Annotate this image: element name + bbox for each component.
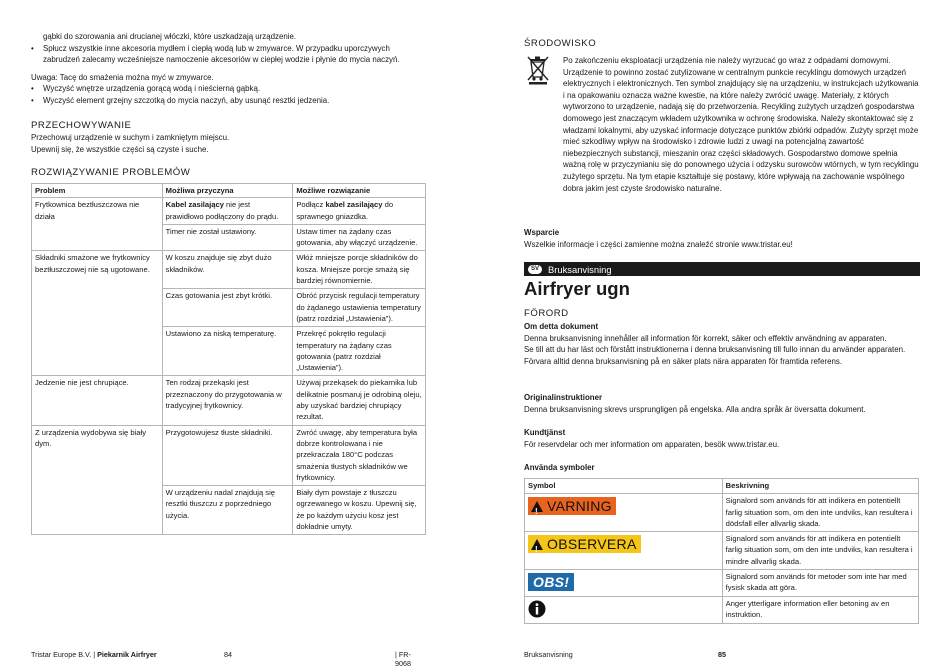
footer-product: Piekarnik Airfryer <box>97 650 157 659</box>
service-heading: Kundtjänst <box>524 428 566 437</box>
right-footer-label: Bruksanvisning <box>524 650 573 659</box>
service-text: För reservdelar och mer information om apparaten, besök www.tristar.eu. <box>524 439 780 449</box>
foreword-heading: FÖRORD <box>524 308 569 319</box>
about-line-2: Se till att du har läst och förstått instruktionerna i denna bruksanvisning till fullo innan du använder apparaten. <box>524 345 906 355</box>
storage-line-1: Przechowuj urządzenie w suchym i zamkniętym miejscu. <box>31 133 230 142</box>
table-row <box>32 376 426 425</box>
symbols-table <box>524 478 919 624</box>
problem-cell: Jedzenie nie jest chrupiące. <box>32 376 163 425</box>
weee-bin-icon <box>526 55 552 87</box>
cause-cell: Przygotowujesz tłuste składniki. <box>162 425 293 485</box>
cleaning-list <box>31 43 426 66</box>
support-heading: Wsparcie <box>524 228 560 237</box>
table-row <box>32 425 426 485</box>
header-cause: Możliwa przyczyna <box>162 184 293 198</box>
left-footer <box>31 650 157 659</box>
description-cell: Signalord som används för att indikera en potentiellt farlig situation som, om den inte undviks, kan resultera i dödsfall eller allvarlig skada. <box>722 494 918 532</box>
solution-cell: Włóż mniejsze porcje składników do kosza. Mniejsze porcje smażą się bardziej równomiernie. <box>293 251 426 289</box>
table-row <box>525 532 919 570</box>
right-page <box>524 0 920 661</box>
solution-cell: Ustaw timer na żądany czas gotowania, aby włączyć urządzenie. <box>293 224 426 251</box>
solution-cell: Przekręć pokrętło regulacji temperatury na żądany czas gotowania (patrz rozdział „Ustawienia”). <box>293 327 426 376</box>
footer-company: Tristar Europe B.V. <box>31 650 92 659</box>
note-list <box>31 83 426 106</box>
cleaning-text: gąbki do szorowania ani drucianej włóczki, które uszkadzają urządzenie. <box>43 32 297 41</box>
note-bullet-2: • Wyczyść element grzejny szczotką do mycia naczyń, aby usunąć resztki jedzenia. <box>31 95 426 107</box>
about-line-3: Förvara alltid denna bruksanvisning på en säker plats nära apparaten för framtida referens. <box>524 356 842 366</box>
cleaning-bullet: • Spłucz wszystkie inne akcesoria mydłem i ciepłą wodą lub w zmywarce. W przypadku uporczywych zabrudzeń zalecamy wcześniejsze namoczenie akcesoriów w ciepłej wodzie i płynie do mycia naczyń. <box>31 43 426 66</box>
symbol-cell <box>525 570 723 597</box>
about-line-1: Denna bruksanvisning innehåller all information för korrekt, säker och effektiv användning av apparaten. <box>524 333 887 343</box>
table-row <box>525 494 919 532</box>
language-bar <box>524 262 920 276</box>
document-title: Airfryer ugn <box>524 278 630 299</box>
footer-separator: | <box>93 650 96 659</box>
right-page-number: 85 <box>718 650 726 659</box>
notice-sign: OBS! <box>528 573 574 591</box>
table-row <box>525 570 919 597</box>
cause-cell: Ustawiono za niską temperaturę. <box>162 327 293 376</box>
symbols-heading: Använda symboler <box>524 463 595 472</box>
description-cell: Signalord som används för metoder som inte har med fysisk skada att göra. <box>722 570 918 597</box>
info-icon <box>528 600 546 621</box>
environment-text: Po zakończeniu eksploatacji urządzenia nie należy wyrzucać go wraz z odpadami domowymi. Urządzenie to powinno zostać zutylizowane w centralnym punkcie recyklingu domowych urządzeń elektrycznych i elektronicznych. Ten symbol znajdujący się na urządzeniu, w instrukcjach użytkowania i na opakowaniu oznacza ważne kwestie, na które należy zwrócić uwagę. Materiały, z których wytworzono to urządzenie, nadają się do przetworzenia. Recykling zużytych urządzeń gospodarstwa domowego jest znaczącym wkładem użytkownika w ochronę środowiska. Należy skontaktować się z władzami lokalnymi, aby uzyskać informacje dotyczące punktów zbiórki odpadów. Zużyty sprzęt może mieć szkodliwy wpływ na środowisko i zdrowie ludzi z uwagi na potencjalną zawartość niebezpiecznych substancji, mieszanin oraz części składowych. Gospodarstwo domowe spełnia ważną rolę w przyczynianiu się do ponownego użycia i odzysku surowców wtórnych, w tym recyklingu zużytego sprzętu. Na tym etapie kształtuje się postawy, które wpływają na zachowanie wspólnego dobra jakim jest czyste środowisko naturalne. <box>563 56 919 193</box>
solution-cell: Zwróć uwagę, aby temperatura była dobrze kontrolowana i nie przekraczała 180°C podczas smażenia tłustych składników we frytkownicy. <box>293 425 426 485</box>
cause-cell: W urządzeniu nadal znajdują się resztki tłuszczu z poprzedniego użycia. <box>162 486 293 535</box>
solution-cell: Obróć przycisk regulacji temperatury do żądanego ustawienia temperatury (patrz rozdział „Ustawienia”). <box>293 289 426 327</box>
description-cell: Signalord som används för att indikera en potentiellt farlig situation som, om den inte undviks, kan resultera i mindre allvarlig skada. <box>722 532 918 570</box>
warning-triangle-icon: ! <box>531 501 543 512</box>
caution-sign: ! OBSERVERA <box>528 535 641 553</box>
solution-cell: Podłącz kabel zasilający do sprawnego gniazdka. <box>293 198 426 225</box>
solution-cell: Używaj przekąsek do piekarnika lub delikatnie posmaruj je odrobiną oleju, aby uzyskać bardziej chrupiący rezultat. <box>293 376 426 425</box>
table-header-row <box>32 184 426 198</box>
storage-heading: PRZECHOWYWANIE <box>31 120 132 131</box>
original-text: Denna bruksanvisning skrevs ursprungligen på engelska. Alla andra språk är översatta dokument. <box>524 404 866 414</box>
table-row <box>32 198 426 225</box>
note-bullet-1: • Wyczyść wnętrze urządzenia gorącą wodą i nieścierną gąbką. <box>31 83 426 95</box>
left-page-number: 84 <box>224 650 232 659</box>
note-text: Uwaga: Tacę do smażenia można myć w zmywarce. <box>31 72 214 82</box>
storage-line-2: Upewnij się, że wszystkie części są czyste i suche. <box>31 144 209 154</box>
problem-cell: Składniki smażone we frytkownicy beztłuszczowej nie są ugotowane. <box>32 251 163 376</box>
symbol-cell <box>525 532 723 570</box>
description-cell: Anger ytterligare information eller betoning av en instruktion. <box>722 596 918 623</box>
language-label: Bruksanvisning <box>548 263 612 275</box>
language-badge: SV <box>528 265 542 274</box>
caution-triangle-icon: ! <box>531 539 543 550</box>
header-solution: Możliwe rozwiązanie <box>293 184 426 198</box>
problem-cell: Frytkownica beztłuszczowa nie działa <box>32 198 163 251</box>
symbol-cell <box>525 596 723 623</box>
cause-cell: Kabel zasilający nie jest prawidłowo podłączony do prądu. <box>162 198 293 225</box>
original-heading: Originalinstruktioner <box>524 393 603 402</box>
footer-model: | FR-9068 <box>395 650 411 668</box>
troubleshooting-heading: ROZWIĄZYWANIE PROBLEMÓW <box>31 167 191 178</box>
cause-cell: Ten rodzaj przekąski jest przeznaczony do przygotowania w tradycyjnej frytkownicy. <box>162 376 293 425</box>
problem-cell: Z urządzenia wydobywa się biały dym. <box>32 425 163 535</box>
solution-cell: Biały dym powstaje z tłuszczu ogrzewanego w koszu. Upewnij się, że po każdym użyciu kosz jest dokładnie umyty. <box>293 486 426 535</box>
cause-cell: Czas gotowania jest zbyt krótki. <box>162 289 293 327</box>
header-description: Beskrivning <box>722 479 918 494</box>
header-problem: Problem <box>32 184 163 198</box>
header-symbol: Symbol <box>525 479 723 494</box>
environment-heading: ŚRODOWISKO <box>524 38 597 49</box>
left-page <box>31 0 426 668</box>
about-heading: Om detta dokument <box>524 322 599 331</box>
symbol-cell <box>525 494 723 532</box>
warning-sign: ! VARNING <box>528 497 616 515</box>
support-text: Wszelkie informacje i części zamienne można znaleźć stronie www.tristar.eu! <box>524 240 793 249</box>
table-row <box>525 596 919 623</box>
troubleshooting-table <box>31 183 426 535</box>
table-header-row <box>525 479 919 494</box>
cause-cell: W koszu znajduje się zbyt dużo składników. <box>162 251 293 289</box>
cause-cell: Timer nie został ustawiony. <box>162 224 293 251</box>
table-row <box>32 251 426 289</box>
